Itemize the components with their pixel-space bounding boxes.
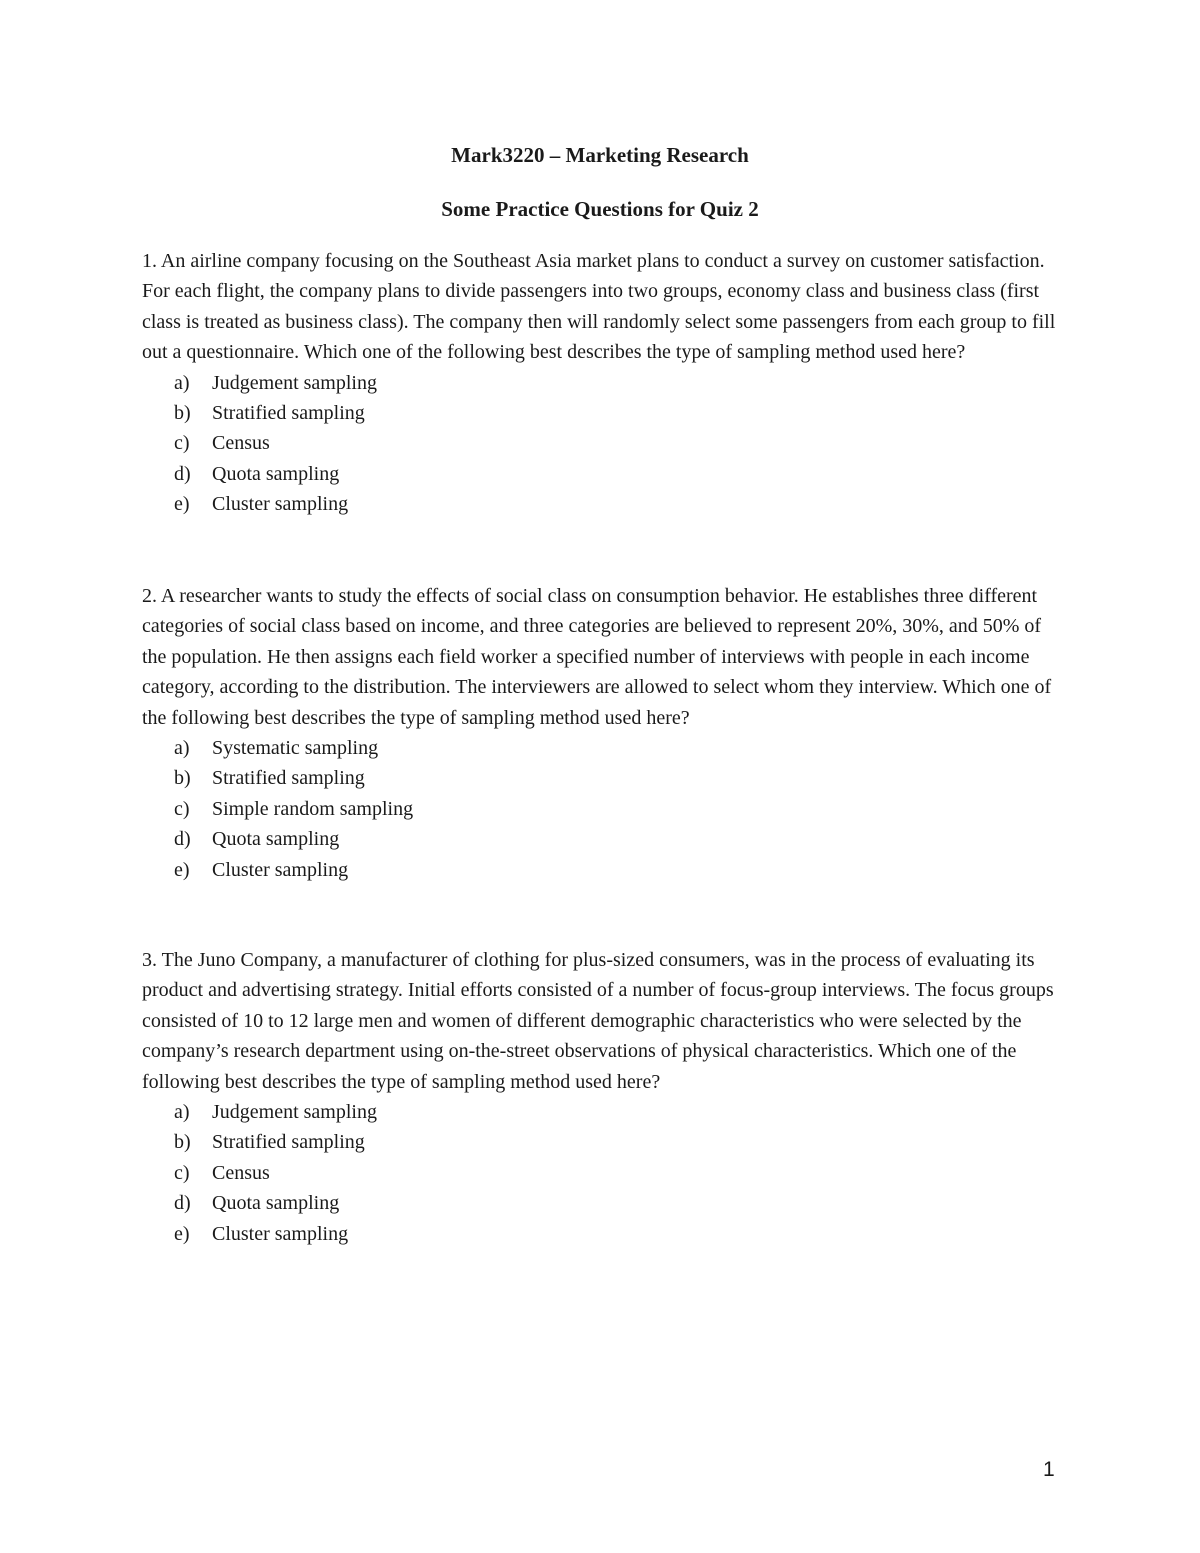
document-subtitle: Some Practice Questions for Quiz 2 [441, 197, 759, 221]
option-label: Stratified sampling [212, 1131, 365, 1154]
option-label: Cluster sampling [212, 493, 349, 516]
option-letter: b) [174, 402, 191, 425]
document-title: Mark3220 – Marketing Research [451, 143, 749, 167]
option-letter: d) [174, 828, 191, 851]
option-a [142, 1097, 1060, 1127]
option-label: Cluster sampling [212, 1222, 349, 1245]
option-letter: a) [174, 1101, 190, 1124]
answer-options [142, 1097, 1060, 1249]
answer-options [142, 368, 1060, 520]
question-text: 1. An airline company focusing on the Southeast Asia market plans to conduct a survey on customer satisfaction. For each flight, the company plans to divide passengers into two groups, economy class and business class (first class is treated as business class). The company then will randomly select some passengers from each group to fill out a questionnaire. Which one of the following best describes the type of sampling method used here? [142, 250, 1056, 364]
question-3 [142, 945, 1060, 1249]
option-e [142, 855, 1060, 885]
option-label: Quota sampling [212, 1192, 340, 1215]
option-letter: e) [174, 1222, 190, 1245]
answer-options [142, 733, 1060, 885]
option-letter: d) [174, 462, 191, 485]
option-d [142, 459, 1060, 489]
option-label: Simple random sampling [212, 797, 414, 820]
option-letter: b) [174, 1131, 191, 1154]
option-letter: c) [174, 1161, 190, 1184]
option-d [142, 824, 1060, 854]
option-letter: a) [174, 737, 190, 760]
option-c [142, 428, 1060, 458]
option-letter: c) [174, 797, 190, 820]
option-label: Census [212, 1161, 270, 1184]
option-a [142, 368, 1060, 398]
option-b [142, 398, 1060, 428]
page-number: 1 [1043, 1458, 1055, 1481]
question-2 [142, 581, 1060, 885]
option-b [142, 763, 1060, 793]
option-c [142, 794, 1060, 824]
question-1 [142, 246, 1060, 520]
question-text: 3. The Juno Company, a manufacturer of clothing for plus-sized consumers, was in the process of evaluating its product and advertising strategy. Initial efforts consisted of a number of focus-group interviews. The focus groups consisted of 10 to 12 large men and women of different demographic characteristics who were selected by the company’s research department using on-the-street observations of physical characteristics. Which one of the following best describes the type of sampling method used here? [142, 949, 1054, 1093]
option-b [142, 1127, 1060, 1157]
option-d [142, 1188, 1060, 1218]
option-letter: e) [174, 858, 190, 881]
option-label: Judgement sampling [212, 371, 377, 394]
option-label: Judgement sampling [212, 1101, 377, 1124]
option-letter: a) [174, 371, 190, 394]
option-label: Quota sampling [212, 462, 340, 485]
option-e [142, 489, 1060, 519]
option-letter: d) [174, 1192, 191, 1215]
option-letter: b) [174, 767, 191, 790]
option-label: Quota sampling [212, 828, 340, 851]
option-a [142, 733, 1060, 763]
option-label: Cluster sampling [212, 858, 349, 881]
option-letter: c) [174, 432, 190, 455]
option-label: Stratified sampling [212, 402, 365, 425]
option-label: Systematic sampling [212, 737, 379, 760]
option-label: Census [212, 432, 270, 455]
option-e [142, 1219, 1060, 1249]
option-c [142, 1158, 1060, 1188]
question-text: 2. A researcher wants to study the effects of social class on consumption behavior. He establishes three different categories of social class based on income, and three categories are believed to represent 20%, 30%, and 50% of the population. He then assigns each field worker a specified number of interviews with people in each income category, according to the distribution. The interviewers are allowed to select whom they interview. Which one of the following best describes the type of sampling method used here? [142, 585, 1052, 729]
option-letter: e) [174, 493, 190, 516]
option-label: Stratified sampling [212, 767, 365, 790]
